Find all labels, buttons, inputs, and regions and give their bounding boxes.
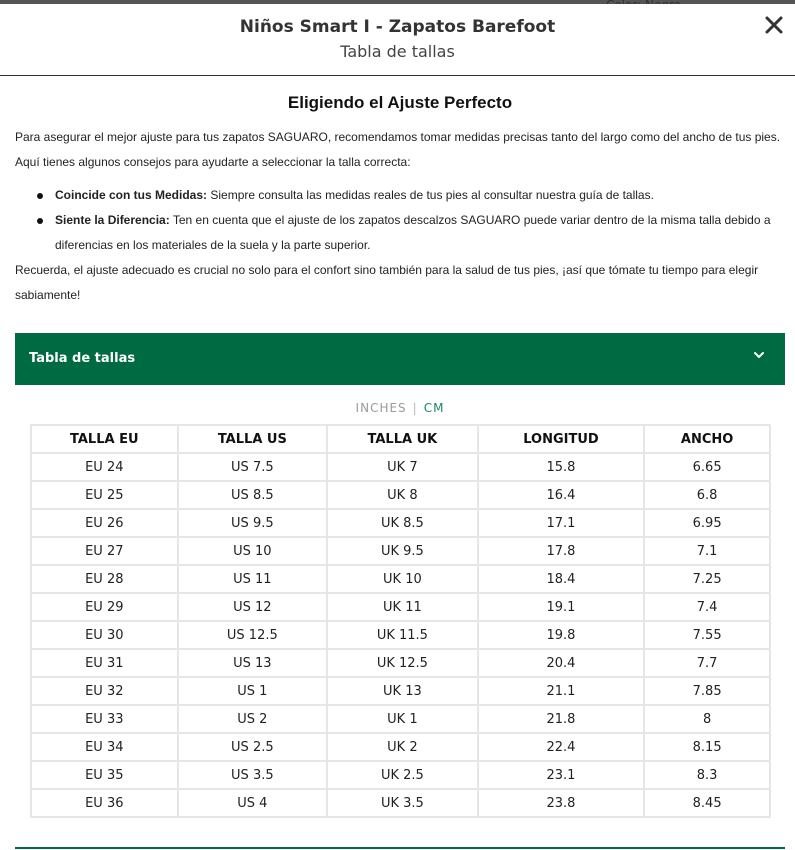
table-cell: EU 29: [31, 593, 178, 621]
list-item: [15, 208, 785, 258]
size-table: [30, 424, 771, 818]
table-cell: 23.8: [478, 789, 645, 817]
table-row: [31, 789, 770, 817]
table-cell: 22.4: [478, 733, 645, 761]
bullet-icon: [37, 193, 43, 199]
table-cell: US 8.5: [178, 481, 328, 509]
close-icon: [763, 14, 785, 36]
table-cell: 7.7: [644, 649, 770, 677]
table-row: [31, 565, 770, 593]
table-row: [31, 649, 770, 677]
table-cell: 7.1: [644, 537, 770, 565]
table-cell: EU 26: [31, 509, 178, 537]
table-cell: 23.1: [478, 761, 645, 789]
bullet-icon: [37, 218, 43, 224]
modal-header: [0, 4, 795, 76]
table-cell: 19.1: [478, 593, 645, 621]
chevron-down-icon: [753, 349, 765, 361]
modal-title: Niños Smart I - Zapatos Barefoot: [239, 17, 556, 37]
table-cell: US 9.5: [178, 509, 328, 537]
table-cell: EU 25: [31, 481, 178, 509]
table-cell: EU 36: [31, 789, 178, 817]
table-cell: 7.25: [644, 565, 770, 593]
modal-content: [15, 76, 785, 811]
table-cell: 17.1: [478, 509, 645, 537]
table-cell: EU 27: [31, 537, 178, 565]
table-cell: EU 33: [31, 705, 178, 733]
table-cell: 6.95: [644, 509, 770, 537]
table-cell: 19.8: [478, 621, 645, 649]
table-cell: 18.4: [478, 565, 645, 593]
table-cell: UK 8: [327, 481, 478, 509]
bottom-divider: [15, 847, 785, 849]
table-cell: US 10: [178, 537, 328, 565]
table-cell: UK 3.5: [327, 789, 478, 817]
table-cell: US 2.5: [178, 733, 328, 761]
table-cell: EU 31: [31, 649, 178, 677]
table-row: [31, 761, 770, 789]
table-cell: 6.65: [644, 453, 770, 481]
table-row: [31, 677, 770, 705]
table-row: [31, 509, 770, 537]
table-row: [31, 705, 770, 733]
close-button[interactable]: [763, 14, 785, 36]
table-cell: 8.3: [644, 761, 770, 789]
table-cell: 20.4: [478, 649, 645, 677]
table-cell: UK 2: [327, 733, 478, 761]
intro-paragraph: Para asegurar el mejor ajuste para tus zapatos SAGUARO, recomendamos tomar medidas precisas tanto del largo como del ancho de tus pies. Aquí tienes algunos consejos para ayudarte a seleccionar la talla correcta:: [15, 130, 781, 169]
table-cell: US 12: [178, 593, 328, 621]
table-cell: 7.85: [644, 677, 770, 705]
table-cell: 16.4: [478, 481, 645, 509]
tip-title: Coincide con tus Medidas:: [55, 188, 208, 202]
table-cell: 21.8: [478, 705, 645, 733]
table-cell: 21.1: [478, 677, 645, 705]
section-heading: Eligiendo el Ajuste Perfecto: [287, 93, 513, 112]
table-cell: 17.8: [478, 537, 645, 565]
table-cell: US 11: [178, 565, 328, 593]
table-cell: 8.45: [644, 789, 770, 817]
table-cell: UK 11.5: [327, 621, 478, 649]
table-cell: EU 34: [31, 733, 178, 761]
table-cell: 6.8: [644, 481, 770, 509]
table-cell: EU 35: [31, 761, 178, 789]
accordion-label: Tabla de tallas: [29, 351, 136, 366]
table-row: [31, 593, 770, 621]
table-cell: 15.8: [478, 453, 645, 481]
column-header: TALLA US: [178, 425, 328, 453]
tip-text: Siempre consulta las medidas reales de tus pies al consultar nuestra guía de tallas.: [207, 188, 654, 202]
unit-inches-option[interactable]: INCHES: [355, 401, 407, 415]
modal-subtitle: Tabla de tallas: [340, 42, 455, 61]
table-cell: 8.15: [644, 733, 770, 761]
tip-text: Ten en cuenta que el ajuste de los zapatos descalzos SAGUARO puede variar dentro de la misma talla debido a diferencias en los materiales de la suela y la parte superior.: [55, 213, 771, 252]
table-cell: UK 11: [327, 593, 478, 621]
tip-title: Siente la Diferencia:: [55, 213, 170, 227]
table-cell: US 2: [178, 705, 328, 733]
list-item: [15, 183, 785, 208]
table-cell: US 3.5: [178, 761, 328, 789]
table-cell: UK 13: [327, 677, 478, 705]
table-cell: UK 12.5: [327, 649, 478, 677]
table-cell: US 4: [178, 789, 328, 817]
column-header: ANCHO: [644, 425, 770, 453]
table-cell: US 13: [178, 649, 328, 677]
table-cell: EU 28: [31, 565, 178, 593]
table-cell: EU 30: [31, 621, 178, 649]
table-row: [31, 621, 770, 649]
table-cell: US 12.5: [178, 621, 328, 649]
table-cell: US 7.5: [178, 453, 328, 481]
table-cell: UK 2.5: [327, 761, 478, 789]
column-header: TALLA UK: [327, 425, 478, 453]
unit-separator: |: [412, 401, 418, 415]
table-cell: EU 24: [31, 453, 178, 481]
column-header: TALLA EU: [31, 425, 178, 453]
table-cell: UK 7: [327, 453, 478, 481]
table-cell: 7.55: [644, 621, 770, 649]
table-cell: 8: [644, 705, 770, 733]
table-cell: UK 8.5: [327, 509, 478, 537]
table-row: [31, 453, 770, 481]
table-cell: UK 9.5: [327, 537, 478, 565]
unit-toggle: [15, 401, 785, 415]
table-cell: 7.4: [644, 593, 770, 621]
closing-paragraph: Recuerda, el ajuste adecuado es crucial no solo para el confort sino también para la salud de tus pies, ¡así que tómate tu tiempo para elegir sabiamente!: [15, 263, 759, 302]
tips-list: [15, 183, 785, 258]
table-row: [31, 537, 770, 565]
table-header-row: [31, 425, 770, 453]
table-cell: UK 10: [327, 565, 478, 593]
table-cell: EU 32: [31, 677, 178, 705]
table-cell: US 1: [178, 677, 328, 705]
unit-cm-option[interactable]: CM: [423, 401, 445, 415]
column-header: LONGITUD: [478, 425, 645, 453]
table-row: [31, 481, 770, 509]
table-cell: UK 1: [327, 705, 478, 733]
table-row: [31, 733, 770, 761]
size-table-accordion[interactable]: [15, 333, 785, 385]
